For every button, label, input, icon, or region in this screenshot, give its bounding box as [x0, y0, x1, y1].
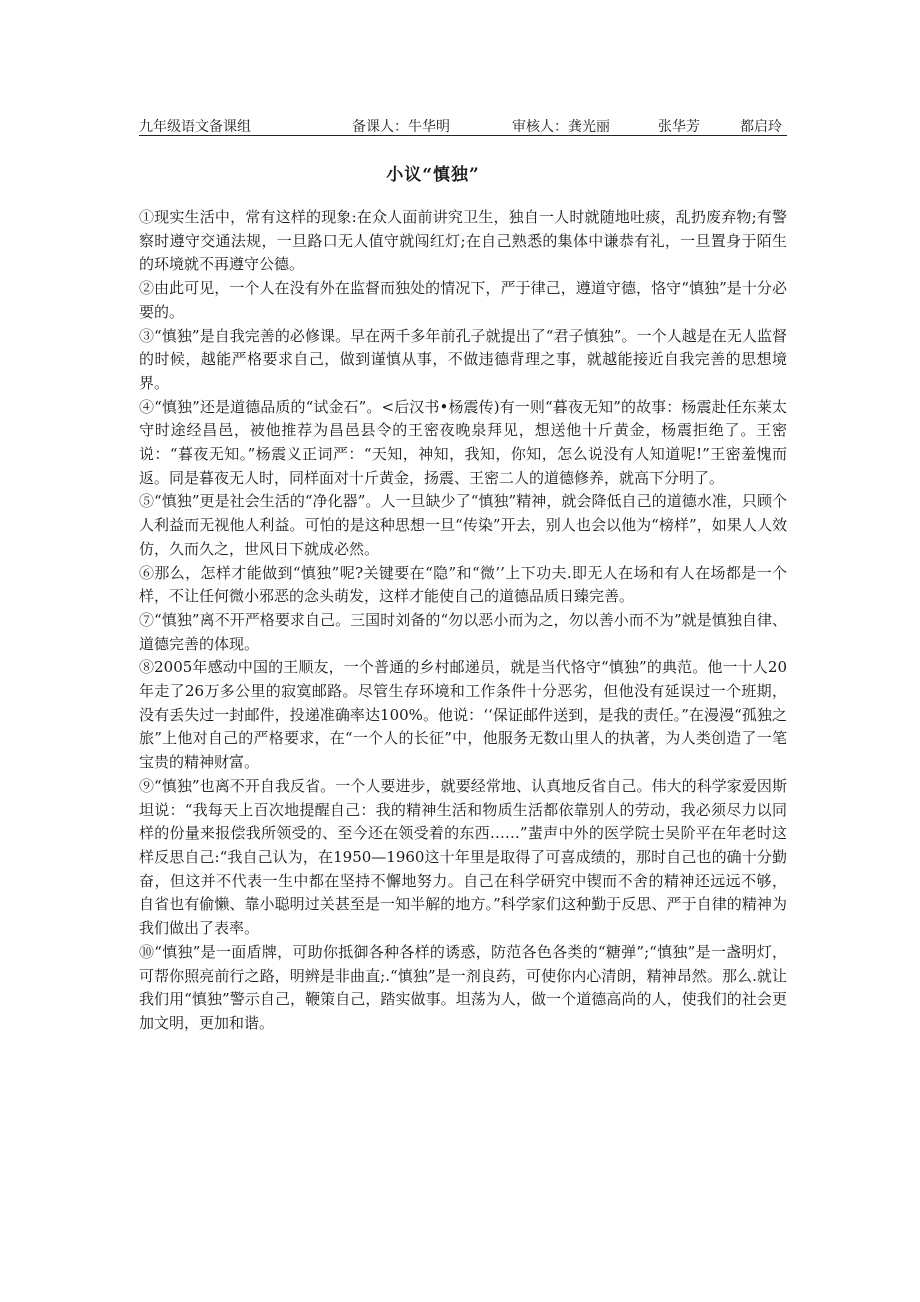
header-reviewer-3: 都启玲 [740, 119, 782, 135]
paragraph-8: ⑧2005年感动中国的王顺友，一个普通的乡村邮递员，就是当代恪守“慎独”的典范。他一十人20年走了26万多公里的寂寞邮路。尽管生存环境和工作条件十分恶劣，但他没有延误过一个班期，没有丢失过一封邮件，投递准确率达100%。他说：‘‘保证邮件送到，是我的责任。”在漫漫“孤独之旅”上他对自己的严格要求，在“一个人的长征”中，他服务无数山里人的执著，为人类创造了一笔宝贵的精神财富。 [139, 658, 787, 772]
paragraph-2: ②由此可见，一个人在没有外在监督而独处的情况下，严于律己，遵道守德，恪守“慎独”是十分必要的。 [139, 279, 787, 321]
paragraph-3: ③“慎独”是自我完善的必修课。早在两千多年前孔子就提出了“君子慎独”。一个人越是在无人监督的时候，越能严格要求自己，做到谨慎从事，不做违德背理之事，就越能接近自我完善的思想境界。 [139, 326, 787, 392]
paragraph-7: ⑦“慎独”离不开严格要求自己。三国时刘备的“勿以恶小而为之，勿以善小而不为”就是慎独自律、道德完善的体现。 [139, 610, 787, 653]
page-header [139, 113, 787, 136]
paragraph-10: ⑩“慎独”是一面盾牌，可助你抵御各种各样的诱惑，防范各色各类的“糖弹”;“慎独”是一盏明灯，可帮你照亮前行之路，明辨是非曲直;.“慎独”是一剂良药，可使你内心清朗，精神昂然。那么.就让我们用“慎独”警示自己，鞭策自己，踏实做事。坦荡为人，做一个道德高尚的人，使我们的社会更加文明，更加和谐。 [139, 942, 787, 1032]
header-reviewer: 审核人：龚光丽 [512, 119, 610, 135]
document-body [139, 206, 787, 1036]
paragraph-4: ④“慎独”还是道德品质的“试金石”。<后汉书•杨震传)有一则“暮夜无知”的故事：杨震赴任东莱太守时途经昌邑，被他推荐为昌邑县令的王密夜晚泉拜见，想送他十斤黄金，杨震拒绝了。王密说：“暮夜无知。”杨震义正词严：“天知，神知，我知，你知，怎么说没有人知道呢!”王密羞愧而返。同是暮夜无人时，同样面对十斤黄金，扬震、王密二人的道德修养，就高下分明了。 [139, 397, 787, 487]
paragraph-9: ⑨“慎独”也离不开自我反省。一个人要进步，就要经常地、认真地反省自己。伟大的科学家爱因斯坦说：“我每天上百次地提醒自己：我的精神生活和物质生活都依靠别人的劳动，我必须尽力以同样的份量来报偿我所领受的、至今还在领受着的东西……”蜚声中外的医学院士吴阶平在年老时这样反思自己:“我自己认为，在1950—1960这十年里是取得了可喜成绩的，那时自己也的确十分勤奋，但这并不代表一生中都在坚持不懈地努力。自己在科学研究中锲而不舍的精神还远远不够， 自省也有偷懒、靠小聪明过关甚至是一知半解的地方。”科学家们这种勤于反思、严于自律的精神为我们做出了表率。 [139, 776, 787, 938]
header-preparer: 备课人：牛华明 [352, 119, 450, 135]
header-reviewer-2: 张华芳 [658, 119, 700, 135]
paragraph-1: ①现实生活中，常有这样的现象:在众人面前讲究卫生，独自一人时就随地吐痰，乱扔废弃物;有警察时遵守交通法规，一旦路口无人值守就闯红灯;在自己熟悉的集体中谦恭有礼，一旦置身于陌生的环境就不再遵守公德。 [139, 208, 787, 274]
header-group: 九年级语文备课组 [139, 119, 251, 135]
paragraph-6: ⑥那么，怎样才能做到“慎独”呢?关键要在“隐”和“微’’上下功夫.即无人在场和有人在场都是一个样，不让任何微小邪恶的念头萌发，这样才能使自己的道德品质日臻完善。 [139, 563, 787, 606]
paragraph-5: ⑤“慎独”更是社会生活的“净化器”。人一旦缺少了“慎独”精神，就会降低自己的道德水准，只顾个人利益而无视他人利益。可怕的是这种思想一旦“传染”开去，别人也会以他为“榜样”，如果人人效仿，久而久之，世风日下就成必然。 [139, 492, 787, 558]
document-title: 小议“慎独” [386, 165, 480, 185]
